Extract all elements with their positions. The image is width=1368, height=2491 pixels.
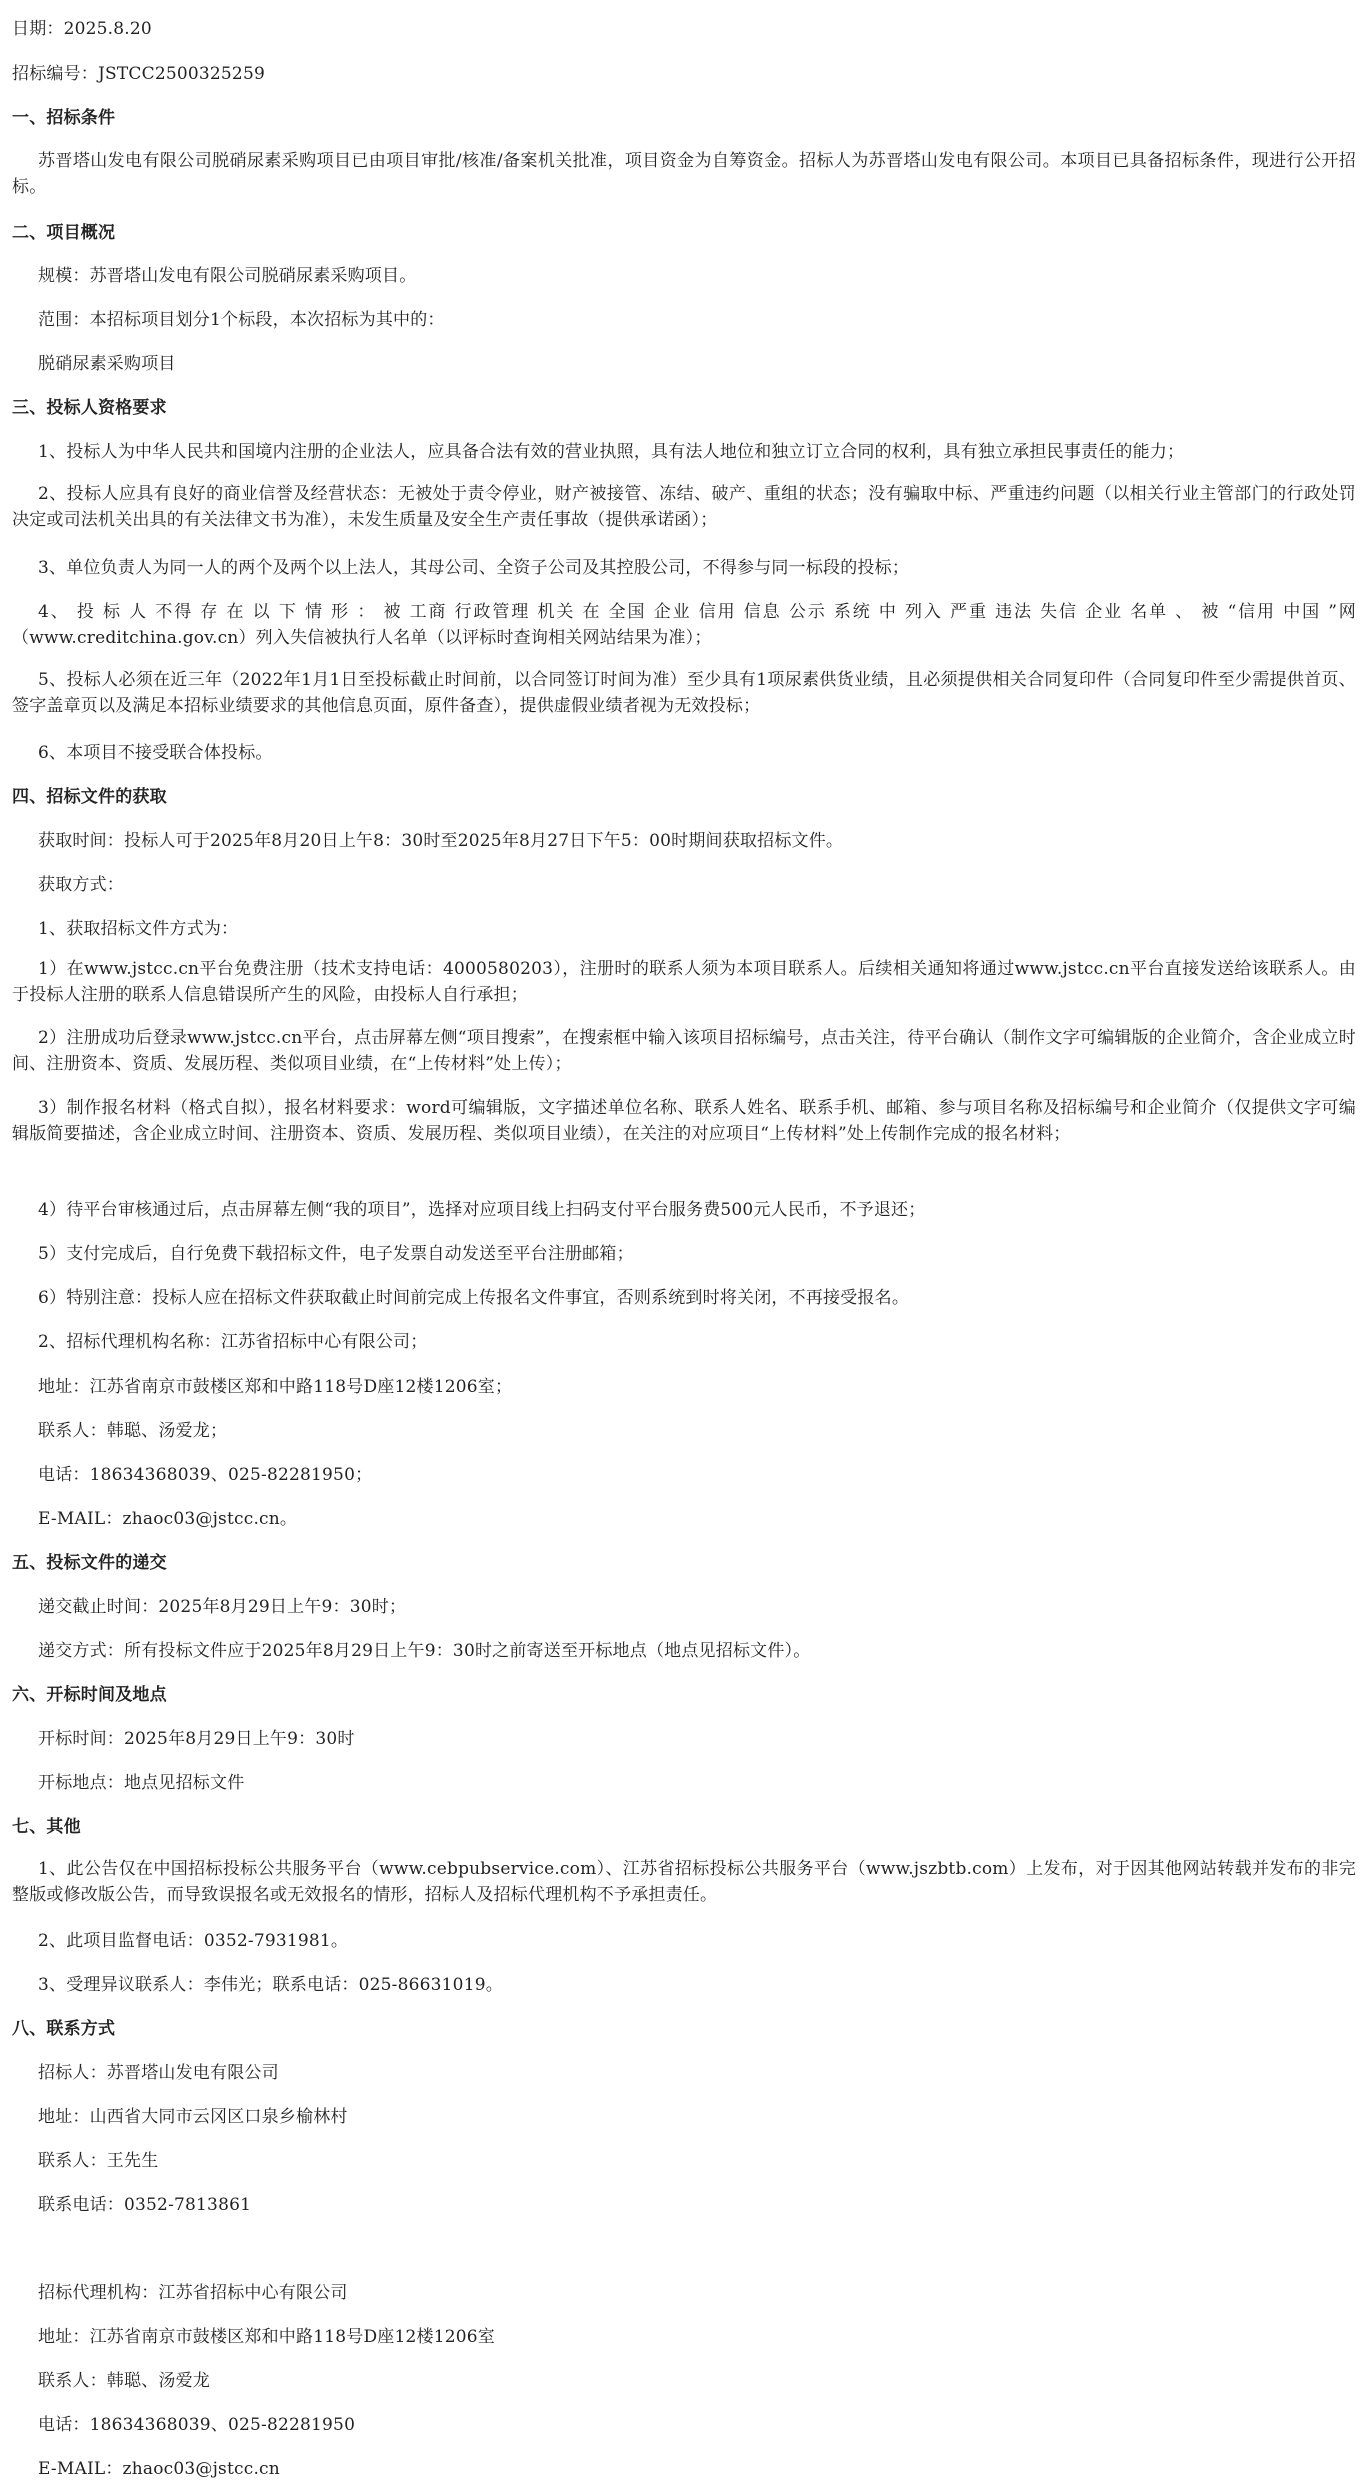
obtain-step-5: 5）支付完成后，自行免费下载招标文件，电子发票自动发送至平台注册邮箱； xyxy=(38,1244,634,1264)
obtain-step-4: 4）待平台审核通过后，点击屏幕左侧“我的项目”，选择对应项目线上扫码支付平台服务费500元人民币，不予退还； xyxy=(38,1200,926,1220)
contact-agency-contact: 联系人：韩聪、汤爱龙 xyxy=(38,2371,210,2391)
obtain-step-1: 1）在www.jstcc.cn平台免费注册（技术支持电话：4000580203），注册时的联系人须为本项目联系人。后续相关通知将通过www.jstcc.cn平台直接发送给该联系人。由于投标人注册的联系人信息错误所产生的风险，由投标人自行承担； xyxy=(12,959,1356,1005)
contact-agency-email: E-MAIL：zhaoc03@jstcc.cn xyxy=(38,2459,280,2479)
opening-time: 开标时间：2025年8月29日上午9：30时 xyxy=(38,1729,355,1749)
qualification-5: 5、投标人必须在近三年（2022年1月1日至投标截止时间前，以合同签订时间为准）至少具有1项尿素供货业绩，且必须提供相关合同复印件（合同复印件至少需提供首页、签字盖章页以及满足本招标业绩要求的其他信息页面，原件备查），提供虚假业绩者视为无效投标； xyxy=(12,670,1356,716)
obtain-step-2: 2）注册成功后登录www.jstcc.cn平台，点击屏幕左侧“项目搜索”，在搜索框中输入该项目招标编号，点击关注，待平台确认（制作文字可编辑版的企业简介，含企业成立时间、注册资本、资质、发展历程、类似项目业绩，在“上传材料”处上传）； xyxy=(12,1028,1356,1074)
submission-deadline: 递交截止时间：2025年8月29日上午9：30时； xyxy=(38,1597,407,1617)
obtain-step-3: 3）制作报名材料（格式自拟），报名材料要求：word可编辑版，文字描述单位名称、联系人姓名、联系手机、邮箱、参与项目名称及招标编号和企业简介（仅提供文字可编辑版简要描述，含企业成立时间、注册资本、资质、发展历程、类似项目业绩），在关注的对应项目“上传材料”处上传制作完成的报名材料； xyxy=(12,1098,1356,1144)
date: 日期：2025.8.20 xyxy=(12,19,152,39)
section-title-obtain: 四、招标文件的获取 xyxy=(12,787,167,807)
other-3: 3、受理异议联系人：李伟光；联系电话：025-86631019。 xyxy=(38,1975,503,1995)
conditions-paragraph: 苏晋塔山发电有限公司脱硝尿素采购项目已由项目审批/核准/备案机关批准，项目资金为自筹资金。招标人为苏晋塔山发电有限公司。本项目已具备招标条件，现进行公开招标。 xyxy=(12,151,1356,197)
qualification-6: 6、本项目不接受联合体投标。 xyxy=(38,743,273,763)
tenderer-contact: 联系人：王先生 xyxy=(38,2151,159,2171)
qualification-3: 3、单位负责人为同一人的两个及两个以上法人，其母公司、全资子公司及其控股公司，不得参与同一标段的投标； xyxy=(38,558,910,578)
other-2: 2、此项目监督电话：0352-7931981。 xyxy=(38,1931,349,1951)
contact-agency-name: 招标代理机构：江苏省招标中心有限公司 xyxy=(38,2283,348,2303)
contact-agency-phone: 电话：18634368039、025-82281950 xyxy=(38,2415,356,2435)
section-title-conditions: 一、招标条件 xyxy=(12,108,116,128)
qualification-1: 1、投标人为中华人民共和国境内注册的企业法人，应具备合法有效的营业执照，具有法人地位和独立订立合同的权利，具有独立承担民事责任的能力； xyxy=(38,442,1185,462)
section-title-overview: 二、项目概况 xyxy=(12,223,116,243)
agency-address: 地址：江苏省南京市鼓楼区郑和中路118号D座12楼1206室； xyxy=(38,1377,513,1397)
tenderer-address: 地址：山西省大同市云冈区口泉乡榆林村 xyxy=(38,2107,348,2127)
contact-agency-address: 地址：江苏省南京市鼓楼区郑和中路118号D座12楼1206室 xyxy=(38,2327,495,2347)
obtain-method-1: 1、获取招标文件方式为： xyxy=(38,919,239,939)
section-title-other: 七、其他 xyxy=(12,1817,81,1837)
tenderer-name: 招标人：苏晋塔山发电有限公司 xyxy=(38,2063,279,2083)
other-1: 1、此公告仅在中国招标投标公共服务平台（www.cebpubservice.com）、江苏省招标投标公共服务平台（www.jszbtb.com）上发布，对于因其他网站转载并发布的非完整版或修改版公告，而导致误报名或无效报名的情形，招标人及招标代理机构不予承担责任。 xyxy=(12,1859,1356,1905)
bid-number: 招标编号：JSTCC2500325259 xyxy=(12,64,265,84)
agency-name: 2、招标代理机构名称：江苏省招标中心有限公司； xyxy=(38,1332,428,1352)
qualification-2: 2、投标人应具有良好的商业信誉及经营状态：无被处于责令停业，财产被接管、冻结、破产、重组的状态；没有骗取中标、严重违约问题（以相关行业主管部门的行政处罚决定或司法机关出具的有关法律文书为准），未发生质量及安全生产责任事故（提供承诺函）； xyxy=(12,484,1356,530)
submission-method: 递交方式：所有投标文件应于2025年8月29日上午9：30时之前寄送至开标地点（地点见招标文件）。 xyxy=(38,1641,811,1661)
agency-phone: 电话：18634368039、025-82281950； xyxy=(38,1465,373,1485)
section-title-qualifications: 三、投标人资格要求 xyxy=(12,398,167,418)
agency-email: E-MAIL：zhaoc03@jstcc.cn。 xyxy=(38,1509,298,1529)
obtain-method: 获取方式： xyxy=(38,875,124,895)
obtain-step-6: 6）特别注意：投标人应在招标文件获取截止时间前完成上传报名文件事宜，否则系统到时将关闭，不再接受报名。 xyxy=(38,1288,910,1308)
section-title-opening: 六、开标时间及地点 xyxy=(12,1685,167,1705)
overview-scale: 规模：苏晋塔山发电有限公司脱硝尿素采购项目。 xyxy=(38,266,417,286)
section-title-submission: 五、投标文件的递交 xyxy=(12,1553,167,1573)
overview-lot: 脱硝尿素采购项目 xyxy=(38,354,176,374)
overview-range: 范围：本招标项目划分1个标段，本次招标为其中的： xyxy=(38,310,445,330)
qualification-4: 4、 投 标 人 不得 存 在 以 下 情 形 ： 被 工商 行政管理 机关 在 全国 企业 信用 信息 公示 系统 中 列入 严重 违法 失信 企业 名单 、 被 “信用 中国 ”网（www.creditchina.gov.cn）列入失信被执行人名单（以评标时查询相关网站结果为准）； xyxy=(12,602,1356,648)
opening-place: 开标地点：地点见招标文件 xyxy=(38,1773,245,1793)
tenderer-phone: 联系电话：0352-7813861 xyxy=(38,2195,252,2215)
section-title-contact: 八、联系方式 xyxy=(12,2019,116,2039)
obtain-time: 获取时间：投标人可于2025年8月20日上午8：30时至2025年8月27日下午5：00时期间获取招标文件。 xyxy=(38,831,844,851)
agency-contact: 联系人：韩聪、汤爱龙； xyxy=(38,1421,228,1441)
